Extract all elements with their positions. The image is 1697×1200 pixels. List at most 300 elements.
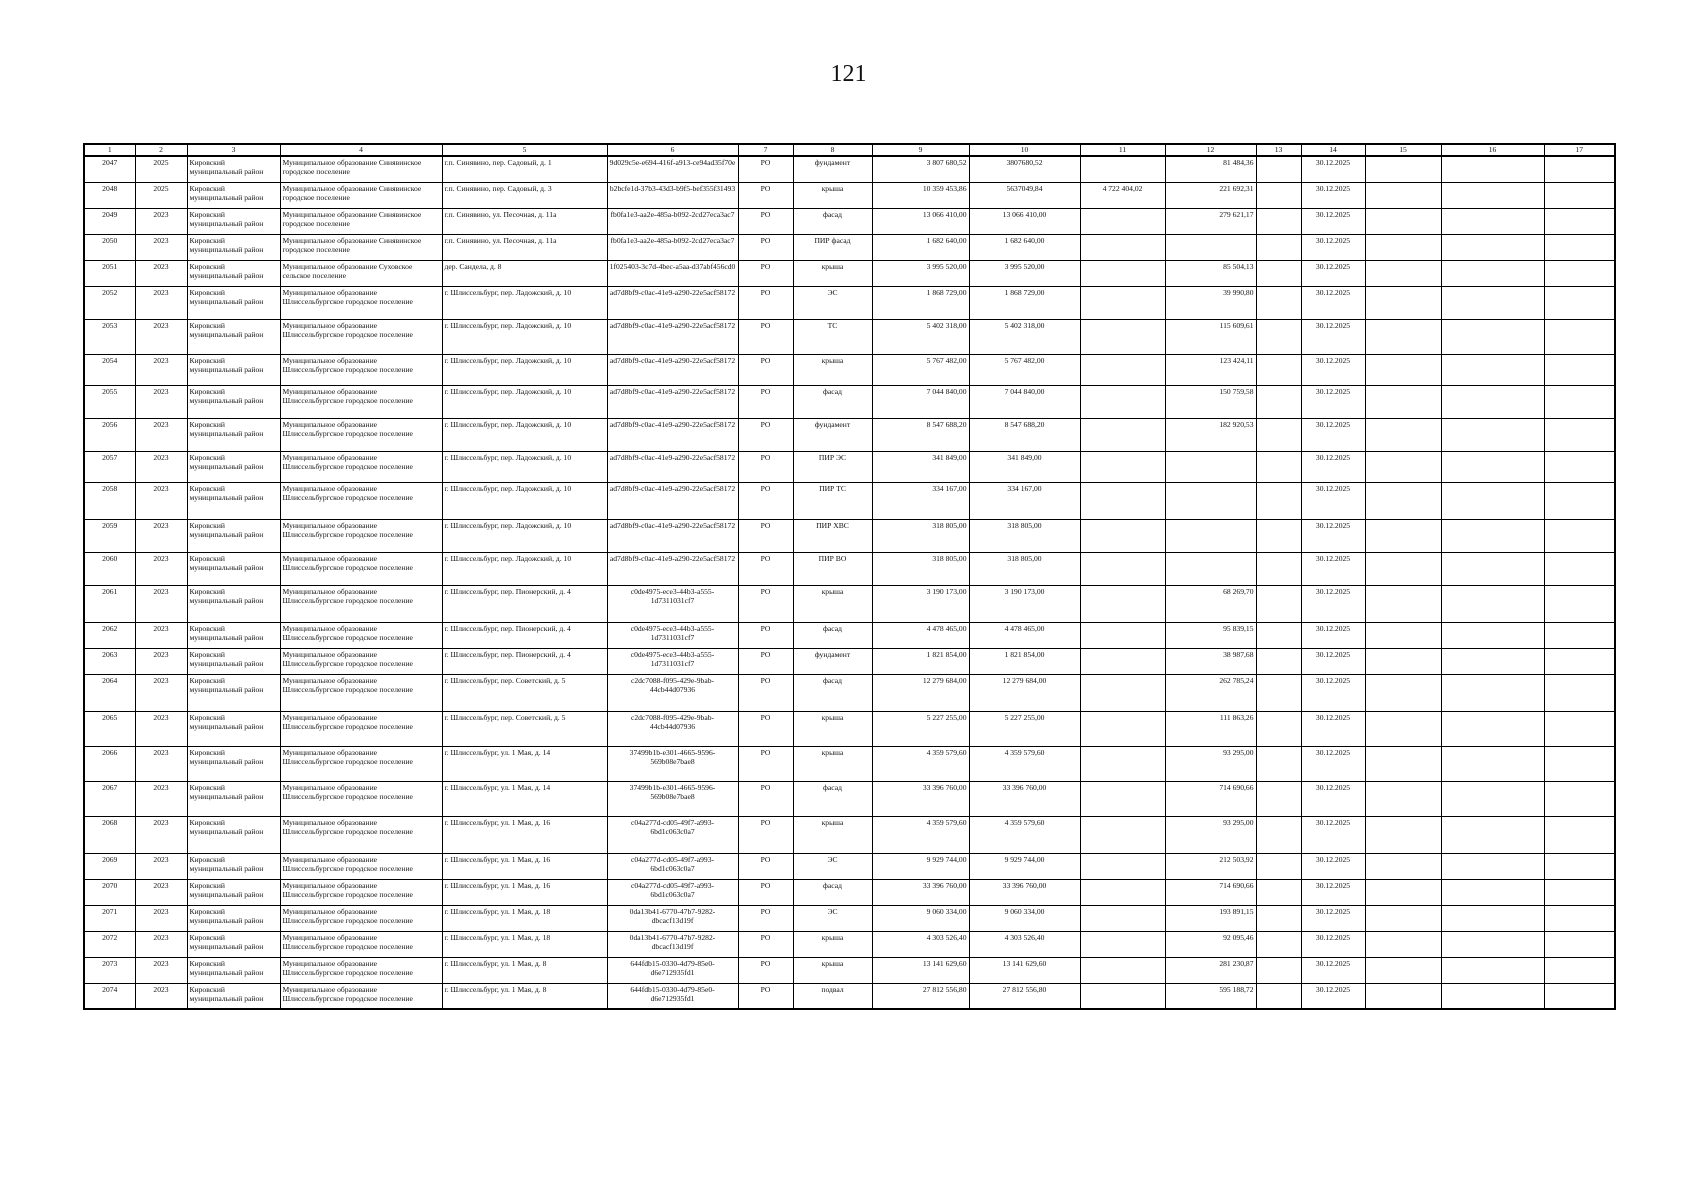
cell-col-17 — [1544, 983, 1615, 1009]
cell-col-15 — [1365, 354, 1441, 385]
cell-col-17 — [1544, 905, 1615, 931]
cell-cost-col-10: 5 402 318,00 — [969, 319, 1080, 354]
cell-cost-col-11 — [1080, 879, 1165, 905]
cell-col-16 — [1441, 482, 1544, 519]
cell-work-kind: крыша — [793, 816, 872, 853]
cell-work-type-code: РО — [738, 482, 793, 519]
cell-year: 2023 — [135, 853, 187, 879]
cell-address: г. Шлиссельбург, ул. 1 Мая, д. 16 — [442, 816, 607, 853]
cell-deadline-date: 30.12.2025 — [1301, 648, 1365, 674]
cell-col-15 — [1365, 208, 1441, 234]
cell-deadline-date: 30.12.2025 — [1301, 816, 1365, 853]
cell-address: г. Шлиссельбург, ул. 1 Мая, д. 16 — [442, 879, 607, 905]
cell-cost-col-11 — [1080, 234, 1165, 260]
cell-deadline-date: 30.12.2025 — [1301, 711, 1365, 746]
table-row — [84, 905, 1615, 931]
cell-col-13 — [1256, 853, 1301, 879]
cell-year: 2023 — [135, 552, 187, 585]
cell-col-16 — [1441, 234, 1544, 260]
cell-record-number: 2073 — [84, 957, 135, 983]
cell-col-15 — [1365, 957, 1441, 983]
cell-address: г. Шлиссельбург, ул. 1 Мая, д. 18 — [442, 905, 607, 931]
cell-col-15 — [1365, 879, 1441, 905]
cell-cost-col-10: 4 303 526,40 — [969, 931, 1080, 957]
cell-cost-col-12: 95 839,15 — [1165, 622, 1256, 648]
cell-address: г.п. Синявино, ул. Песочная, д. 11а — [442, 234, 607, 260]
cell-total-cost: 33 396 760,00 — [872, 879, 969, 905]
column-header-7: 7 — [738, 144, 793, 156]
cell-municipality: Муниципальное образование Шлиссельбургское городское поселение — [280, 552, 442, 585]
cell-address: г. Шлиссельбург, пер. Ладожский, д. 10 — [442, 354, 607, 385]
cell-col-17 — [1544, 319, 1615, 354]
cell-municipality: Муниципальное образование Шлиссельбургское городское поселение — [280, 816, 442, 853]
cell-total-cost: 334 167,00 — [872, 482, 969, 519]
cell-cost-col-11 — [1080, 746, 1165, 781]
cell-municipality: Муниципальное образование Шлиссельбургское городское поселение — [280, 418, 442, 451]
cell-col-16 — [1441, 648, 1544, 674]
cell-cost-col-12: 193 891,15 — [1165, 905, 1256, 931]
table-row — [84, 354, 1615, 385]
cell-address: г. Шлиссельбург, ул. 1 Мая, д. 14 — [442, 746, 607, 781]
cell-cost-col-12: 81 484,36 — [1165, 156, 1256, 182]
column-header-1: 1 — [84, 144, 135, 156]
cell-cost-col-12: 262 785,24 — [1165, 674, 1256, 711]
cell-cost-col-12: 281 230,87 — [1165, 957, 1256, 983]
cell-total-cost: 9 929 744,00 — [872, 853, 969, 879]
cell-work-type-code: РО — [738, 983, 793, 1009]
cell-record-number: 2062 — [84, 622, 135, 648]
cell-record-number: 2059 — [84, 519, 135, 552]
cell-district: Кировский муниципальный район — [187, 957, 280, 983]
cell-total-cost: 3 190 173,00 — [872, 585, 969, 622]
table-row — [84, 260, 1615, 286]
cell-col-13 — [1256, 648, 1301, 674]
table-row — [84, 156, 1615, 182]
cell-municipality: Муниципальное образование Шлиссельбургское городское поселение — [280, 983, 442, 1009]
cell-work-type-code: РО — [738, 552, 793, 585]
cell-col-15 — [1365, 585, 1441, 622]
cell-district: Кировский муниципальный район — [187, 385, 280, 418]
cell-cost-col-10: 7 044 840,00 — [969, 385, 1080, 418]
cell-col-13 — [1256, 354, 1301, 385]
cell-work-kind: ПИР фасад — [793, 234, 872, 260]
cell-municipality: Муниципальное образование Шлиссельбургское городское поселение — [280, 711, 442, 746]
cell-year: 2023 — [135, 208, 187, 234]
cell-col-13 — [1256, 781, 1301, 816]
page-number: 121 — [830, 61, 867, 87]
cell-house-guid: c04a277d-cd05-49f7-a993-6bd1c063c0a7 — [607, 853, 738, 879]
column-header-13: 13 — [1256, 144, 1301, 156]
cell-cost-col-12: 279 621,17 — [1165, 208, 1256, 234]
cell-col-16 — [1441, 182, 1544, 208]
cell-record-number: 2064 — [84, 674, 135, 711]
cell-house-guid: fb0fa1e3-aa2e-485a-b092-2cd27eca3ac7 — [607, 208, 738, 234]
cell-col-16 — [1441, 260, 1544, 286]
cell-cost-col-11 — [1080, 957, 1165, 983]
cell-col-17 — [1544, 234, 1615, 260]
cell-col-15 — [1365, 260, 1441, 286]
column-header-15: 15 — [1365, 144, 1441, 156]
cell-work-type-code: РО — [738, 931, 793, 957]
cell-record-number: 2051 — [84, 260, 135, 286]
cell-total-cost: 10 359 453,86 — [872, 182, 969, 208]
cell-work-type-code: РО — [738, 451, 793, 482]
cell-work-kind: фундамент — [793, 418, 872, 451]
cell-total-cost: 4 359 579,60 — [872, 746, 969, 781]
cell-municipality: Муниципальное образование Шлиссельбургское городское поселение — [280, 585, 442, 622]
cell-cost-col-10: 5637049,84 — [969, 182, 1080, 208]
cell-work-type-code: РО — [738, 711, 793, 746]
cell-work-kind: крыша — [793, 585, 872, 622]
cell-col-13 — [1256, 319, 1301, 354]
cell-cost-col-11 — [1080, 585, 1165, 622]
table-row — [84, 418, 1615, 451]
cell-deadline-date: 30.12.2025 — [1301, 585, 1365, 622]
table-row — [84, 286, 1615, 319]
cell-deadline-date: 30.12.2025 — [1301, 286, 1365, 319]
cell-house-guid: b2bcfe1d-37b3-43d3-b9f5-bef355f31493 — [607, 182, 738, 208]
cell-deadline-date: 30.12.2025 — [1301, 260, 1365, 286]
column-header-10: 10 — [969, 144, 1080, 156]
cell-cost-col-10: 4 359 579,60 — [969, 816, 1080, 853]
cell-district: Кировский муниципальный район — [187, 156, 280, 182]
cell-house-guid: 0da13b41-6770-47b7-9282-dbcacf13d19f — [607, 931, 738, 957]
cell-work-kind: крыша — [793, 354, 872, 385]
cell-col-15 — [1365, 319, 1441, 354]
cell-year: 2023 — [135, 931, 187, 957]
cell-col-13 — [1256, 208, 1301, 234]
cell-address: г. Шлиссельбург, пер. Ладожский, д. 10 — [442, 482, 607, 519]
table-row — [84, 853, 1615, 879]
cell-total-cost: 5 402 318,00 — [872, 319, 969, 354]
cell-col-15 — [1365, 905, 1441, 931]
cell-address: г. Шлиссельбург, пер. Ладожский, д. 10 — [442, 552, 607, 585]
cell-col-16 — [1441, 781, 1544, 816]
cell-house-guid: fb0fa1e3-aa2e-485a-b092-2cd27eca3ac7 — [607, 234, 738, 260]
cell-record-number: 2068 — [84, 816, 135, 853]
cell-work-type-code: РО — [738, 746, 793, 781]
cell-municipality: Муниципальное образование Шлиссельбургское городское поселение — [280, 853, 442, 879]
cell-work-kind: ПИР ЭС — [793, 451, 872, 482]
cell-work-type-code: РО — [738, 853, 793, 879]
cell-work-kind: крыша — [793, 711, 872, 746]
cell-municipality: Муниципальное образование Шлиссельбургское городское поселение — [280, 622, 442, 648]
cell-record-number: 2069 — [84, 853, 135, 879]
cell-col-13 — [1256, 879, 1301, 905]
cell-record-number: 2072 — [84, 931, 135, 957]
cell-deadline-date: 30.12.2025 — [1301, 781, 1365, 816]
table-row — [84, 552, 1615, 585]
cell-col-13 — [1256, 816, 1301, 853]
table-row — [84, 182, 1615, 208]
cell-deadline-date: 30.12.2025 — [1301, 354, 1365, 385]
cell-district: Кировский муниципальный район — [187, 451, 280, 482]
cell-district: Кировский муниципальный район — [187, 674, 280, 711]
cell-col-16 — [1441, 622, 1544, 648]
cell-col-13 — [1256, 286, 1301, 319]
cell-total-cost: 9 060 334,00 — [872, 905, 969, 931]
cell-deadline-date: 30.12.2025 — [1301, 208, 1365, 234]
cell-col-15 — [1365, 853, 1441, 879]
cell-total-cost: 318 805,00 — [872, 519, 969, 552]
cell-work-type-code: РО — [738, 674, 793, 711]
cell-cost-col-10: 3 995 520,00 — [969, 260, 1080, 286]
cell-work-type-code: РО — [738, 260, 793, 286]
cell-work-kind: крыша — [793, 957, 872, 983]
table-row — [84, 983, 1615, 1009]
cell-work-kind: фасад — [793, 208, 872, 234]
cell-deadline-date: 30.12.2025 — [1301, 482, 1365, 519]
cell-district: Кировский муниципальный район — [187, 853, 280, 879]
cell-col-17 — [1544, 853, 1615, 879]
table-row — [84, 585, 1615, 622]
cell-municipality: Муниципальное образование Шлиссельбургское городское поселение — [280, 905, 442, 931]
cell-year: 2023 — [135, 746, 187, 781]
cell-house-guid: ad7d8bf9-c0ac-41e9-a290-22e5acf58172 — [607, 519, 738, 552]
cell-address: г.п. Синявино, пер. Садовый, д. 3 — [442, 182, 607, 208]
cell-col-17 — [1544, 208, 1615, 234]
cell-col-16 — [1441, 746, 1544, 781]
cell-cost-col-10: 33 396 760,00 — [969, 879, 1080, 905]
cell-district: Кировский муниципальный район — [187, 418, 280, 451]
cell-col-15 — [1365, 931, 1441, 957]
cell-municipality: Муниципальное образование Синявинское городское поселение — [280, 234, 442, 260]
cell-work-kind: фундамент — [793, 648, 872, 674]
cell-municipality: Муниципальное образование Шлиссельбургское городское поселение — [280, 354, 442, 385]
cell-work-kind: фасад — [793, 781, 872, 816]
cell-work-type-code: РО — [738, 519, 793, 552]
cell-municipality: Муниципальное образование Синявинское городское поселение — [280, 156, 442, 182]
cell-col-17 — [1544, 711, 1615, 746]
table-row — [84, 674, 1615, 711]
cell-cost-col-10: 13 141 629,60 — [969, 957, 1080, 983]
cell-cost-col-11 — [1080, 482, 1165, 519]
cell-address: г. Шлиссельбург, пер. Ладожский, д. 10 — [442, 385, 607, 418]
column-header-9: 9 — [872, 144, 969, 156]
cell-record-number: 2071 — [84, 905, 135, 931]
cell-cost-col-11 — [1080, 156, 1165, 182]
cell-municipality: Муниципальное образование Шлиссельбургское городское поселение — [280, 385, 442, 418]
cell-municipality: Муниципальное образование Шлиссельбургское городское поселение — [280, 781, 442, 816]
cell-address: г.п. Синявино, ул. Песочная, д. 11а — [442, 208, 607, 234]
cell-total-cost: 3 995 520,00 — [872, 260, 969, 286]
cell-address: г. Шлиссельбург, ул. 1 Мая, д. 8 — [442, 957, 607, 983]
cell-col-15 — [1365, 451, 1441, 482]
cell-address: г. Шлиссельбург, пер. Ладожский, д. 10 — [442, 319, 607, 354]
cell-total-cost: 4 303 526,40 — [872, 931, 969, 957]
cell-col-15 — [1365, 552, 1441, 585]
cell-municipality: Муниципальное образование Суховское сельское поселение — [280, 260, 442, 286]
cell-cost-col-10: 33 396 760,00 — [969, 781, 1080, 816]
column-header-16: 16 — [1441, 144, 1544, 156]
cell-col-15 — [1365, 781, 1441, 816]
cell-work-kind: крыша — [793, 260, 872, 286]
cell-deadline-date: 30.12.2025 — [1301, 879, 1365, 905]
cell-municipality: Муниципальное образование Шлиссельбургское городское поселение — [280, 519, 442, 552]
cell-cost-col-11 — [1080, 622, 1165, 648]
cell-col-16 — [1441, 674, 1544, 711]
cell-house-guid: c2dc7088-f095-429e-9bab-44cb44d07936 — [607, 674, 738, 711]
cell-address: г. Шлиссельбург, пер. Ладожский, д. 10 — [442, 519, 607, 552]
cell-district: Кировский муниципальный район — [187, 319, 280, 354]
cell-work-type-code: РО — [738, 156, 793, 182]
cell-address: г. Шлиссельбург, ул. 1 Мая, д. 14 — [442, 781, 607, 816]
cell-deadline-date: 30.12.2025 — [1301, 552, 1365, 585]
cell-municipality: Муниципальное образование Шлиссельбургское городское поселение — [280, 482, 442, 519]
cell-cost-col-11 — [1080, 354, 1165, 385]
cell-work-kind: ЭС — [793, 286, 872, 319]
cell-cost-col-12: 123 424,11 — [1165, 354, 1256, 385]
cell-col-17 — [1544, 385, 1615, 418]
cell-col-16 — [1441, 418, 1544, 451]
cell-cost-col-11 — [1080, 552, 1165, 585]
cell-col-17 — [1544, 879, 1615, 905]
cell-district: Кировский муниципальный район — [187, 354, 280, 385]
cell-col-15 — [1365, 418, 1441, 451]
cell-work-kind: ПИР ТС — [793, 482, 872, 519]
cell-col-17 — [1544, 156, 1615, 182]
column-header-3: 3 — [187, 144, 280, 156]
cell-cost-col-10: 341 849,00 — [969, 451, 1080, 482]
cell-work-kind: подвал — [793, 983, 872, 1009]
table-row — [84, 957, 1615, 983]
cell-col-17 — [1544, 519, 1615, 552]
cell-district: Кировский муниципальный район — [187, 585, 280, 622]
cell-cost-col-12: 85 504,13 — [1165, 260, 1256, 286]
cell-house-guid: ad7d8bf9-c0ac-41e9-a290-22e5acf58172 — [607, 552, 738, 585]
cell-year: 2023 — [135, 286, 187, 319]
cell-col-17 — [1544, 552, 1615, 585]
cell-col-15 — [1365, 482, 1441, 519]
cell-col-15 — [1365, 182, 1441, 208]
cell-municipality: Муниципальное образование Шлиссельбургское городское поселение — [280, 451, 442, 482]
cell-cost-col-10: 318 805,00 — [969, 519, 1080, 552]
cell-work-type-code: РО — [738, 418, 793, 451]
cell-col-17 — [1544, 182, 1615, 208]
cell-deadline-date: 30.12.2025 — [1301, 674, 1365, 711]
cell-cost-col-11 — [1080, 648, 1165, 674]
cell-work-kind: фундамент — [793, 156, 872, 182]
cell-district: Кировский муниципальный район — [187, 648, 280, 674]
cell-total-cost: 27 812 556,80 — [872, 983, 969, 1009]
cell-district: Кировский муниципальный район — [187, 931, 280, 957]
cell-col-13 — [1256, 156, 1301, 182]
cell-total-cost: 4 359 579,60 — [872, 816, 969, 853]
cell-col-17 — [1544, 622, 1615, 648]
cell-house-guid: ad7d8bf9-c0ac-41e9-a290-22e5acf58172 — [607, 286, 738, 319]
cell-house-guid: 9d029c5e-e694-416f-a913-ce94ad35f70e — [607, 156, 738, 182]
header-row — [84, 144, 1615, 156]
cell-house-guid: 37499b1b-e301-4665-9596-569b08e7bae8 — [607, 781, 738, 816]
cell-house-guid: c0de4975-ece3-44b3-a555-1d7311031cf7 — [607, 648, 738, 674]
cell-work-type-code: РО — [738, 182, 793, 208]
table-row — [84, 234, 1615, 260]
cell-col-13 — [1256, 905, 1301, 931]
cell-cost-col-11 — [1080, 319, 1165, 354]
cell-col-17 — [1544, 816, 1615, 853]
cell-municipality: Муниципальное образование Шлиссельбургское городское поселение — [280, 674, 442, 711]
cell-district: Кировский муниципальный район — [187, 879, 280, 905]
cell-municipality: Муниципальное образование Шлиссельбургское городское поселение — [280, 879, 442, 905]
table-row — [84, 648, 1615, 674]
cell-house-guid: ad7d8bf9-c0ac-41e9-a290-22e5acf58172 — [607, 482, 738, 519]
cell-cost-col-12: 93 295,00 — [1165, 816, 1256, 853]
cell-year: 2023 — [135, 234, 187, 260]
cell-cost-col-10: 4 478 465,00 — [969, 622, 1080, 648]
cell-district: Кировский муниципальный район — [187, 746, 280, 781]
cell-col-16 — [1441, 286, 1544, 319]
cell-total-cost: 341 849,00 — [872, 451, 969, 482]
cell-cost-col-12: 182 920,53 — [1165, 418, 1256, 451]
column-header-11: 11 — [1080, 144, 1165, 156]
cell-col-15 — [1365, 156, 1441, 182]
cell-total-cost: 13 141 629,60 — [872, 957, 969, 983]
cell-total-cost: 318 805,00 — [872, 552, 969, 585]
cell-district: Кировский муниципальный район — [187, 519, 280, 552]
cell-house-guid: c0de4975-ece3-44b3-a555-1d7311031cf7 — [607, 585, 738, 622]
cell-col-13 — [1256, 711, 1301, 746]
table-row — [84, 385, 1615, 418]
cell-work-kind: фасад — [793, 674, 872, 711]
cell-municipality: Муниципальное образование Синявинское городское поселение — [280, 208, 442, 234]
cell-district: Кировский муниципальный район — [187, 816, 280, 853]
cell-year: 2023 — [135, 354, 187, 385]
cell-address: г. Шлиссельбург, пер. Пионерский, д. 4 — [442, 648, 607, 674]
table-row — [84, 622, 1615, 648]
cell-cost-col-11 — [1080, 260, 1165, 286]
cell-work-type-code: РО — [738, 286, 793, 319]
cell-record-number: 2053 — [84, 319, 135, 354]
column-header-12: 12 — [1165, 144, 1256, 156]
cell-cost-col-12 — [1165, 519, 1256, 552]
cell-house-guid: ad7d8bf9-c0ac-41e9-a290-22e5acf58172 — [607, 451, 738, 482]
table-row — [84, 879, 1615, 905]
cell-year: 2025 — [135, 182, 187, 208]
table-row — [84, 482, 1615, 519]
cell-address: г. Шлиссельбург, ул. 1 Мая, д. 18 — [442, 931, 607, 957]
cell-col-15 — [1365, 622, 1441, 648]
cell-col-17 — [1544, 931, 1615, 957]
cell-year: 2023 — [135, 674, 187, 711]
cell-cost-col-12: 39 990,80 — [1165, 286, 1256, 319]
cell-district: Кировский муниципальный район — [187, 622, 280, 648]
cell-deadline-date: 30.12.2025 — [1301, 156, 1365, 182]
cell-district: Кировский муниципальный район — [187, 711, 280, 746]
cell-col-16 — [1441, 319, 1544, 354]
cell-total-cost: 3 807 680,52 — [872, 156, 969, 182]
cell-work-kind: крыша — [793, 746, 872, 781]
data-table — [83, 143, 1616, 1010]
cell-deadline-date: 30.12.2025 — [1301, 385, 1365, 418]
cell-work-kind: фасад — [793, 385, 872, 418]
cell-record-number: 2060 — [84, 552, 135, 585]
cell-col-13 — [1256, 552, 1301, 585]
cell-record-number: 2055 — [84, 385, 135, 418]
cell-col-16 — [1441, 983, 1544, 1009]
cell-cost-col-12: 221 692,31 — [1165, 182, 1256, 208]
cell-house-guid: ad7d8bf9-c0ac-41e9-a290-22e5acf58172 — [607, 418, 738, 451]
cell-year: 2023 — [135, 983, 187, 1009]
cell-work-type-code: РО — [738, 234, 793, 260]
cell-house-guid: c04a277d-cd05-49f7-a993-6bd1c063c0a7 — [607, 816, 738, 853]
cell-district: Кировский муниципальный район — [187, 286, 280, 319]
cell-cost-col-12: 595 188,72 — [1165, 983, 1256, 1009]
cell-deadline-date: 30.12.2025 — [1301, 451, 1365, 482]
cell-address: г. Шлиссельбург, пер. Пионерский, д. 4 — [442, 585, 607, 622]
table-row — [84, 519, 1615, 552]
cell-col-13 — [1256, 451, 1301, 482]
cell-cost-col-10: 1 821 854,00 — [969, 648, 1080, 674]
